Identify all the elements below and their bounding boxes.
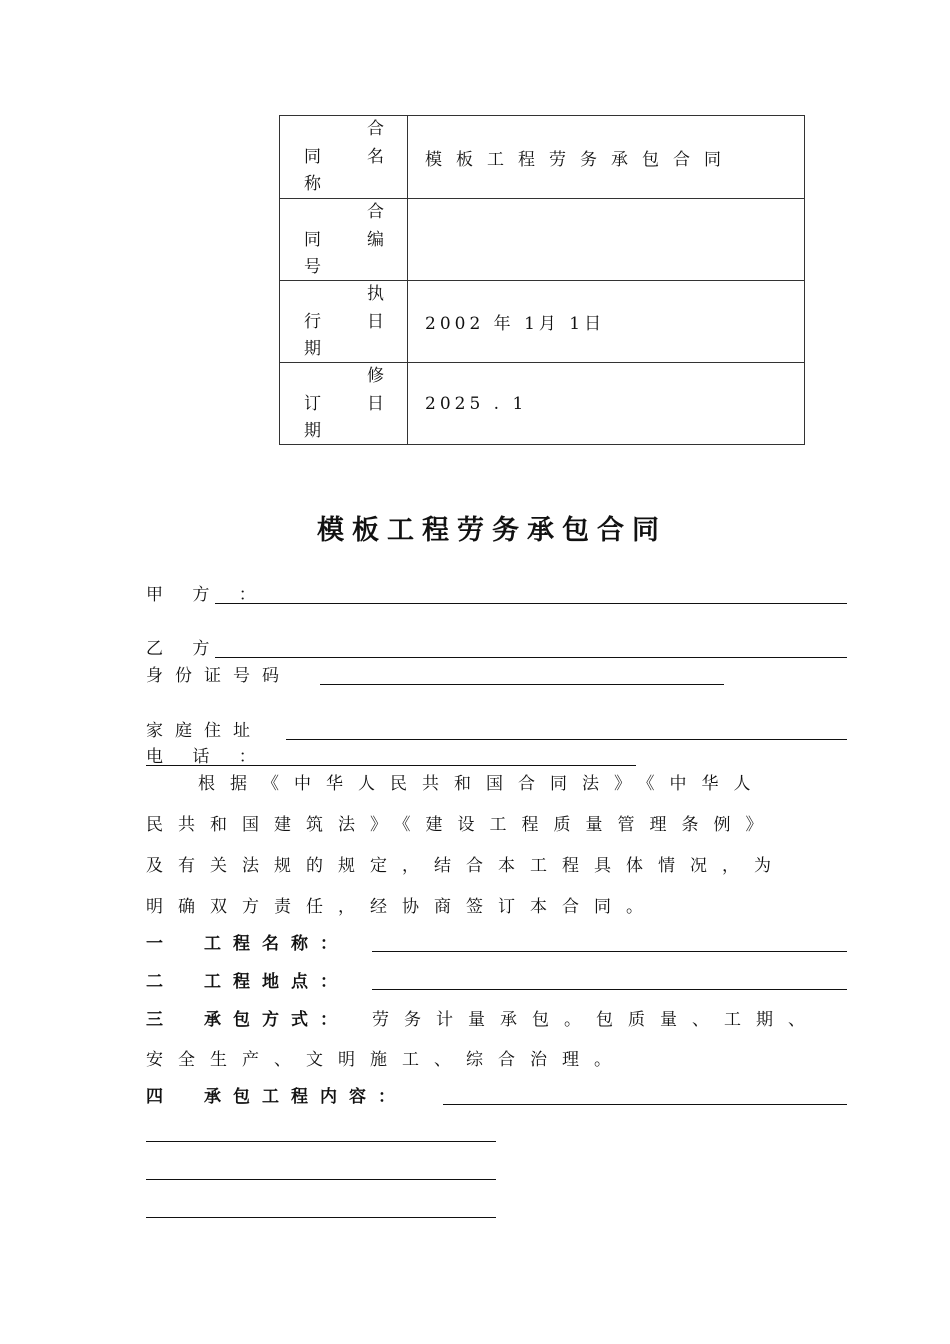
info-label: 修 订 日 期 [280,363,408,444]
party-a-label: 甲 方 ： [146,585,268,605]
section-4-work-content: 四 承包工程内容： [146,1087,407,1107]
revision-date-value: 2025 . 1 [425,393,528,414]
contract-method-text-2: 安全生产、文明施工、综合治理。 [146,1050,626,1070]
info-row-contract-name [280,116,804,198]
party-a-field[interactable] [215,603,847,604]
section-3-contract-method: 三 承包方式： [146,1010,349,1030]
party-b-field[interactable] [215,657,847,658]
info-label: 合 同 编 号 [280,199,408,280]
address-label: 家庭住址 [146,721,262,741]
contract-name-value: 模板工程劳务承包合同 [425,149,735,170]
preamble-line-1: 根据《中华人民共和国合同法》《中华人 [198,774,766,794]
address-field[interactable] [286,739,847,740]
party-b-label: 乙 方 [146,639,222,659]
work-content-line-3[interactable] [146,1217,496,1218]
info-label: 执 行 日 期 [280,281,408,362]
id-number-field[interactable] [320,684,724,685]
contract-info-table [279,115,805,445]
phone-field[interactable] [146,765,636,766]
work-content-line-1[interactable] [146,1141,496,1142]
section-2-project-location: 二 工程地点： [146,972,349,992]
effective-date-value: 2002 年 1月 1日 [425,314,606,334]
work-content-line-2[interactable] [146,1179,496,1180]
preamble-line-4: 明确双方责任，经协商签订本合同。 [146,897,658,917]
preamble-line-2: 民共和国建筑法》《建设工程质量管理条例》 [146,815,778,835]
document-title: 模板工程劳务承包合同 [317,515,667,546]
info-row-effective-date [280,280,804,362]
project-location-field[interactable] [372,989,847,990]
id-number-label: 身份证号码 [146,666,291,686]
contract-method-text: 劳务计量承包。包质量、工期、 [372,1010,820,1030]
preamble-line-3: 及有关法规的规定，结合本工程具体情况，为 [146,856,786,876]
info-label: 合 同 名 称 [280,116,408,198]
project-name-field[interactable] [372,951,847,952]
info-row-contract-number [280,198,804,280]
phone-label: 电 话 ： [146,747,268,767]
info-row-revision-date [280,362,804,444]
section-1-project-name: 一 工程名称： [146,934,349,954]
work-content-field[interactable] [443,1104,847,1105]
